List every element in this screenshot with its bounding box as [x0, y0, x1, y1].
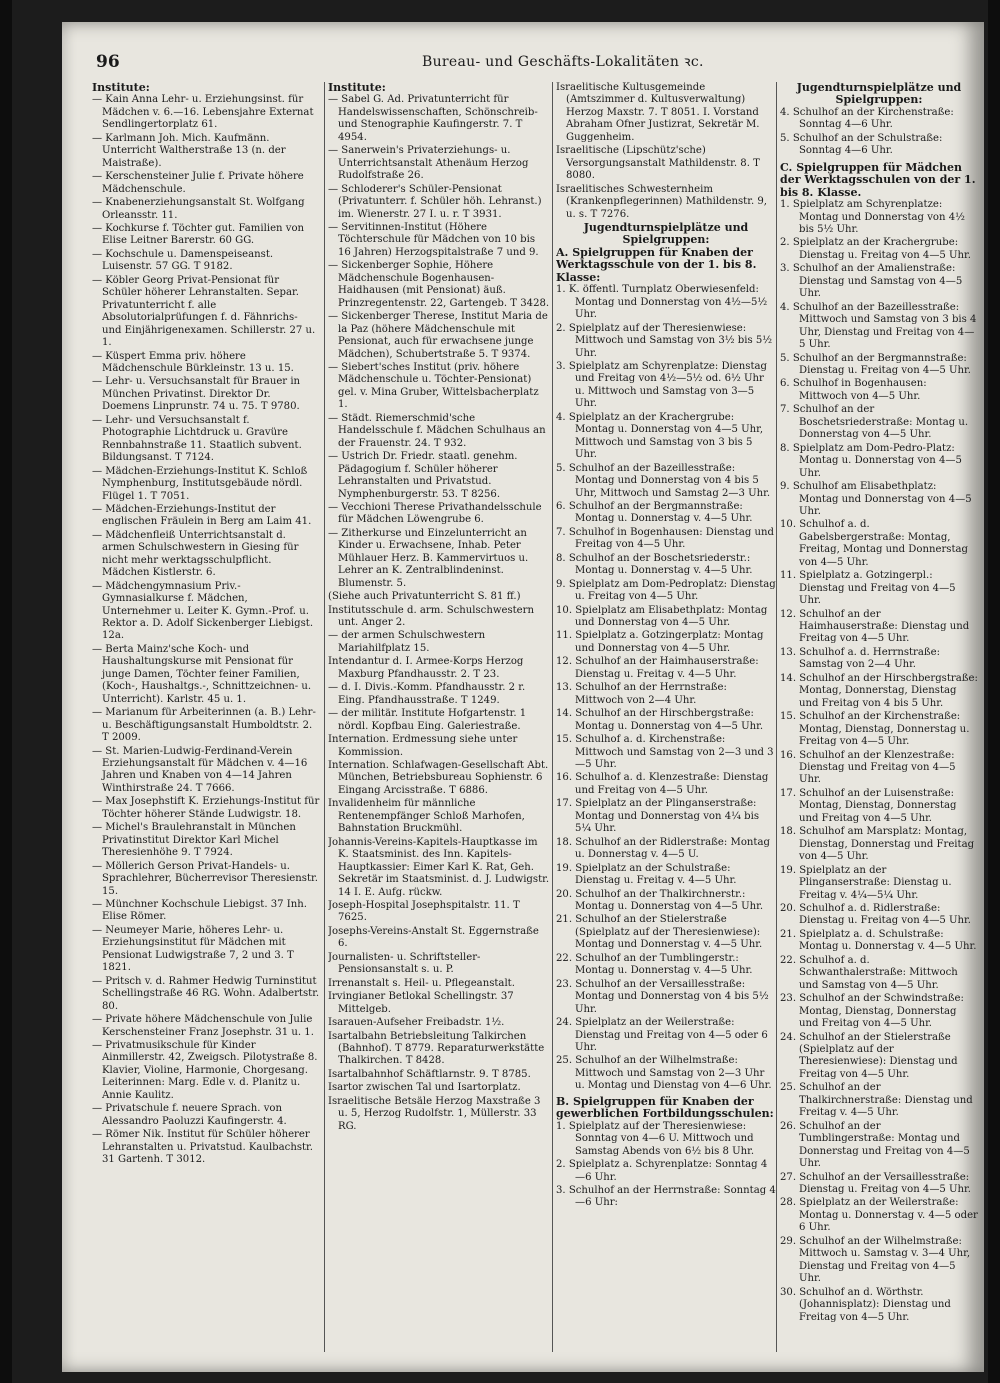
list-item: 19. Spielplatz an der Plinganserstraße: Dienstag u. Freitag v. 4¼—5¼ Uhr. — [780, 864, 952, 901]
directory-entry: Invalidenheim für männliche Rentenempfänger Schloß Marhofen, Bahnstation Bruckmühl. — [328, 798, 525, 835]
directory-entry: — Private höhere Mädchenschule von Julie Kerschensteiner Franz Josephstr. 31 u. 1. — [92, 1014, 314, 1038]
directory-entry: — Zitherkurse und Einzelunterricht an Kinder u. Erwachsene, Inhab. Peter Mühlauer Herz. B. Kammervirtuos u. Lehrer an K. Zentralblindeninst. Blumenstr. 5. — [328, 527, 529, 589]
list-item: 1. Spielplatz am Schyrenplatze: Montag und Donnerstag von 4½ bis 5½ Uhr. — [780, 199, 965, 235]
list-item: 23. Schulhof an der Versaillesstraße: Montag und Donnerstag von 4 bis 5½ Uhr. — [556, 978, 769, 1015]
directory-entry: — der militär. Institute Hofgartenstr. 1 nördl. Kopfbau Eing. Galeriestraße. — [328, 708, 527, 732]
directory-entry: Israelitisches Schwesternheim (Krankenpflegerinnen) Mathildenstr. 9, u. s. T 7276. — [556, 183, 767, 220]
entry-list — [92, 94, 320, 1166]
list-item: 15. Schulhof an der Kirchenstraße: Montag, Dienstag, Donnerstag u. Freitag von 4—5 Uhr. — [780, 711, 970, 748]
directory-entry: Isartalbahn Betriebsleitung Talkirchen (Bahnhof). T 8779. Reparaturwerkstätte Thalkirchen. T 8428. — [328, 1030, 545, 1067]
directory-entry: Irvingianer Betlokal Schellingstr. 37 Mittelgeb. — [328, 991, 514, 1015]
left-page-edge — [0, 0, 12, 1383]
directory-entry: — Mädchenfleiß Unterrichtsanstalt d. armen Schulschwestern in Giesing für nicht mehr werktagsschulpflicht. Mädchen Kistlerstr. 6. — [92, 529, 299, 579]
list-item: 13. Schulhof an der Herrnstraße: Mittwoch von 2—4 Uhr. — [556, 682, 727, 706]
section-heading: Jugendturnspielplätze und Spielgruppen: — [796, 82, 962, 107]
list-item: 24. Spielplatz an der Weilerstraße: Dienstag und Freitag von 4—5 oder 6 Uhr. — [556, 1017, 768, 1053]
column-4 — [780, 82, 978, 1362]
column-2 — [328, 82, 550, 1362]
section-heading: Institute: — [328, 82, 386, 94]
list-item: 8. Schulhof an der Boschetsriederstr.: Montag u. Donnerstag v. 4—5 Uhr. — [556, 552, 753, 577]
directory-page — [62, 22, 984, 1372]
list-item: 18. Schulhof am Marsplatz: Montag, Dienstag, Donnerstag und Freitag von 4—5 Uhr. — [780, 826, 975, 863]
directory-entry: — Sabel G. Ad. Privatunterricht für Handelswissenschaften, Schönschreib- und Stenographie Kaufingerstr. 7. T 4954. — [328, 94, 538, 143]
list-item: 24. Schulhof an der Stielerstraße (Spielplatz auf der Theresienwiese): Dienstag und Freitag von 4—5 Uhr. — [780, 1031, 958, 1080]
directory-entry: — Kerschensteiner Julie f. Private höhere Mädchenschule. — [92, 171, 304, 195]
right-page-edge — [988, 0, 1000, 1383]
directory-entry: — Schloderer's Schüler-Pensionat (Privatunterr. f. Schüler höh. Lehranst.) im. Wienerstr. 27 I. u. r. T 3931. — [328, 183, 542, 220]
directory-entry: — Münchner Kochschule Liebigst. 37 Inh. Elise Römer. — [92, 899, 308, 923]
list-item: 4. Schulhof an der Bazeillesstraße: Mittwoch und Samstag von 3 bis 4 Uhr, Dienstag und Freitag von 4—5 Uhr. — [780, 301, 977, 351]
directory-entry: — der armen Schulschwestern Mariahilfplatz 15. — [328, 630, 486, 654]
directory-entry: Israelitische Betsäle Herzog Maxstraße 3 u. 5, Herzog Rudolfstr. 1, Müllerstr. 33 RG. — [328, 1095, 541, 1132]
directory-entry: — Möllerich Gerson Privat-Handels- u. Sprachlehrer, Bücherrevisor Theresienstr. 15. — [92, 860, 318, 897]
list-item: 25. Schulhof an der Thalkirchnerstraße: Dienstag und Freitag v. 4—5 Uhr. — [780, 1082, 973, 1119]
column-1 — [92, 82, 320, 1362]
section-heading: Institute: — [92, 82, 150, 94]
list-item: 12. Schulhof an der Haimhauserstraße: Dienstag und Freitag von 4—5 Uhr. — [780, 608, 970, 645]
directory-entry: Isarauen-Aufseher Freibadstr. 1½. — [328, 1017, 505, 1029]
directory-entry: — Sickenberger Therese, Institut Maria de la Paz (höhere Mädchenschule mit Pensionat, auch für erwachsene junge Mädchen), Schubertstraße 5. T 9374. — [328, 311, 548, 360]
list-item: 13. Schulhof a. d. Herrnstraße: Samstag von 2—4 Uhr. — [780, 646, 941, 671]
list-item: 27. Schulhof an der Versaillesstraße: Dienstag u. Freitag von 4—5 Uhr. — [780, 1171, 971, 1195]
directory-entry: Institutsschule d. arm. Schulschwestern unt. Anger 2. — [328, 604, 534, 629]
directory-entry: — Michel's Braulehranstalt in München Privatinstitut Direktor Karl Michel Theresienhöhe 9. T 7924. — [92, 822, 296, 859]
directory-entry: — Küspert Emma priv. höhere Mädchenschule Bürkleinstr. 13 u. 15. — [92, 350, 294, 374]
directory-entry: — St. Marien-Ludwig-Ferdinand-Verein Erziehungsanstalt für Mädchen v. 4—16 Jahren und Knaben von 4—14 Jahren Winthirstraße 24. T 7666. — [92, 745, 308, 794]
directory-entry: Joseph-Hospital Josephspitalstr. 11. T 7625. — [328, 900, 520, 924]
directory-entry: Journalisten- u. Schriftsteller-Pensionsanstalt s. u. P. — [328, 951, 481, 976]
list-item: 29. Schulhof an der Wilhelmstraße: Mittwoch u. Samstag v. 3—4 Uhr, Dienstag und Freitag von 4—5 Uhr. — [780, 1235, 971, 1285]
directory-entry: Intendantur d. I. Armee-Korps Herzog Maxburg Pfandhausstr. 2. T 23. — [328, 656, 524, 680]
entry-list — [556, 82, 776, 221]
list-item: 10. Schulhof a. d. Gabelsbergerstraße: Montag, Freitag, Montag und Donnerstag von 4—5 Uhr. — [780, 519, 968, 568]
list-item: 2. Spielplatz auf der Theresienwiese: Mittwoch und Samstag von 3½ bis 5½ Uhr. — [556, 322, 773, 359]
directory-entry: — Pritsch v. d. Rahmer Hedwig Turninstitut Schellingstraße 46 RG. Wohn. Adalbertstr. 80. — [92, 975, 320, 1012]
directory-entry: — Kain Anna Lehr- u. Erziehungsinst. für Mädchen v. 6.—16. Lebensjahre Externat Sendlingertorplatz 61. — [92, 94, 314, 131]
list-item: 8. Spielplatz am Dom-Pedro-Platz: Montag u. Donnerstag von 4—5 Uhr. — [780, 442, 962, 479]
list-item: 16. Schulhof a. d. Klenzestraße: Dienstag und Freitag von 4—5 Uhr. — [556, 772, 769, 796]
list-item: 28. Spielplatz an der Weilerstraße: Montag u. Donnerstag v. 4—5 oder 6 Uhr. — [780, 1197, 978, 1234]
directory-entry: — Mädchengymnasium Priv.-Gymnasialkurse f. Mädchen, Unternehmer u. Leiter K. Gymn.-Prof. u. Rektor a. D. Adolf Sickenberger Liebigst. 12a. — [92, 580, 314, 642]
list-item: 1. Spielplatz auf der Theresienwiese: Sonntag von 4—6 U. Mittwoch und Samstag Abends von 6½ bis 8 Uhr. — [556, 1120, 755, 1157]
section-heading: Jugendturnspielplätze und Spielgruppen: — [583, 220, 749, 247]
column-rule — [324, 82, 325, 1352]
list-item: 5. Schulhof an der Schulstraße: Sonntag 4—6 Uhr. — [780, 132, 943, 157]
list-item: 21. Schulhof an der Stielerstraße (Spielplatz auf der Theresienwiese): Montag und Donnerstag v. 4—5 Uhr. — [556, 914, 763, 951]
list-item: 23. Schulhof an der Schwindstraße: Montag, Dienstag, Donnerstag und Freitag von 4—5 Uhr. — [780, 993, 964, 1030]
directory-entry: — Privatmusikschule für Kinder Ainmillerstr. 42, Zweigsch. Pilotystraße 8. Klavier, Violine, Harmonie, Chorgesang. Leiterinnen: Marg. Edle v. d. Planitz u. Annie Kaulitz. — [92, 1039, 318, 1101]
list-item: 4. Schulhof an der Kirchenstraße: Sonntag 4—6 Uhr. — [780, 106, 954, 131]
directory-entry: — Mädchen-Erziehungs-Institut K. Schloß Nymphenburg, Institutsgebäude nördl. Flügel 1. T 7051. — [92, 465, 308, 502]
directory-entry: — Mädchen-Erziehungs-Institut der englischen Fräulein in Berg am Laim 41. — [92, 503, 312, 528]
directory-entry: — Knabenerziehungsanstalt St. Wolfgang Orleansstr. 11. — [92, 197, 305, 221]
list-item: 2. Spielplatz an der Krachergrube: Dienstag u. Freitag von 4—5 Uhr. — [780, 237, 971, 261]
directory-entry: — Siebert'sches Institut (priv. höhere Mädchenschule u. Töchter-Pensionat) gel. v. Mina Gruber, Wittelsbacherplatz 1. — [328, 361, 539, 411]
item-list — [780, 199, 978, 1324]
list-item: 12. Schulhof an der Haimhauserstraße: Dienstag u. Freitag v. 4—5 Uhr. — [556, 656, 759, 680]
list-item: 9. Schulhof am Elisabethplatz: Montag und Donnerstag von 4—5 Uhr. — [780, 481, 972, 517]
list-item: 7. Schulhof in Bogenhausen: Dienstag und Freitag von 4—5 Uhr. — [556, 526, 774, 551]
list-item: 22. Schulhof an der Tumblingerstr.: Montag u. Donnerstag v. 4—5 Uhr. — [556, 952, 753, 977]
directory-entry: Isartor zwischen Tal und Isartorplatz. — [328, 1082, 521, 1094]
list-item: 20. Schulhof a. d. Ridlerstraße: Dienstag u. Freitag von 4—5 Uhr. — [780, 903, 971, 927]
directory-entry: Josephs-Vereins-Anstalt St. Eggernstraße 6. — [328, 925, 539, 950]
group-heading: C. Spielgruppen für Mädchen der Werktagsschulen von der 1. bis 8. Klasse. — [780, 160, 976, 199]
list-item: 14. Schulhof an der Hirschbergstraße: Montag u. Donnerstag von 4—5 Uhr. — [556, 708, 764, 732]
running-header: Bureau- und Geschäfts-Lokalitäten ꝛc. — [422, 54, 704, 70]
directory-entry: — Lehr- u. Versuchsanstalt für Brauer in München Privatinst. Direktor Dr. Doemens Linprunstr. 74 u. 75. T 9780. — [92, 376, 301, 413]
list-item: 3. Spielplatz am Schyrenplatze: Dienstag und Freitag von 4½—5½ od. 6½ Uhr u. Mittwoch und Samstag von 3—5 Uhr. — [556, 360, 767, 410]
list-item: 11. Spielplatz a. Gotzingerpl.: Dienstag und Freitag von 4—5 Uhr. — [780, 570, 956, 607]
directory-entry: Isartalbahnhof Schäftlarnstr. 9. T 8785. — [328, 1068, 531, 1080]
directory-entry: Irrenanstalt s. Heil- u. Pflegeanstalt. — [328, 977, 515, 989]
list-item: 17. Schulhof an der Luisenstraße: Montag, Dienstag, Donnerstag und Freitag von 4—5 Uhr. — [780, 787, 957, 824]
directory-entry: Johannis-Vereins-Kapitels-Hauptkasse im K. Staatsminist. des Inn. Kapitels-Hauptkassier: Eimer Karl K. Rat, Geh. Sekretär im Staatsminist. d. J. Ludwigstr. 14 I. E. Aufg. rückw. — [328, 836, 550, 898]
list-item: 18. Schulhof an der Ridlerstraße: Montag u. Donnerstag v. 4—5 U. — [556, 836, 770, 861]
list-item: 7. Schulhof an der Boschetsriederstraße: Montag u. Donnerstag von 4—5 Uhr. — [780, 404, 969, 441]
directory-entry: — Vecchioni Therese Privathandelsschule für Mädchen Löwengrube 6. — [328, 501, 542, 526]
list-item: 30. Schulhof an d. Wörthstr. (Johannisplatz): Dienstag und Freitag von 4—5 Uhr. — [780, 1286, 951, 1323]
column-rule — [552, 82, 553, 1352]
list-item: 22. Schulhof a. d. Schwanthalerstraße: Mittwoch und Samstag von 4—5 Uhr. — [780, 954, 958, 991]
item-list — [556, 284, 776, 1093]
column-3 — [556, 82, 776, 1362]
directory-entry: — Neumeyer Marie, höheres Lehr- u. Erziehungsinstitut für Mädchen mit Pensionat Ludwigstraße 7, 2 und 3. T 1821. — [92, 924, 294, 974]
directory-entry: Israelitische Kultusgemeinde (Amtszimmer d. Kultusverwaltung) Herzog Maxstr. 7. T 8051. I. Vorstand Abraham Ofner Justizrat, Sekretär M. Guggenheim. — [556, 82, 760, 143]
column-rule — [776, 82, 777, 1352]
entry-list — [328, 94, 550, 1133]
item-list — [780, 107, 978, 158]
list-item: 10. Spielplatz am Elisabethplatz: Montag und Donnerstag von 4—5 Uhr. — [556, 604, 768, 629]
list-item: 5. Schulhof an der Bergmannstraße: Dienstag u. Freitag von 4—5 Uhr. — [780, 352, 971, 376]
directory-entry: — Privatschule f. neuere Sprach. von Alessandro Paoluzzi Kaufingerstr. 4. — [92, 1103, 287, 1127]
directory-entry: Internation. Schlafwagen-Gesellschaft Abt. München, Betriebsbureau Sophienstr. 6 Eingang Arcisstraße. T 6886. — [328, 760, 549, 796]
list-item: 1. K. öffentl. Turnplatz Oberwiesenfeld: Montag und Donnerstag von 4½—5½ Uhr. — [556, 284, 768, 321]
directory-entry: Israelitische (Lipschütz'sche) Versorgungsanstalt Mathildenstr. 8. T 8080. — [556, 145, 760, 182]
directory-entry: — Sanerwein's Privaterziehungs- u. Unterrichtsanstalt Athenäum Herzog Rudolfstraße 26. — [328, 145, 529, 182]
list-item: 21. Spielplatz a. d. Schulstraße: Montag u. Donnerstag v. 4—5 Uhr. — [780, 928, 977, 953]
list-item: 19. Spielplatz an der Schulstraße: Dienstag u. Freitag v. 4—5 Uhr. — [556, 862, 737, 887]
list-item: 26. Schulhof an der Tumblingerstraße: Montag und Donnerstag und Freitag von 4—5 Uhr. — [780, 1120, 970, 1170]
directory-entry: — Berta Mainz'sche Koch- und Haushaltungskurse mit Pensionat für junge Damen, Töchter feiner Familien, (Koch-, Haushaltgs.-, Schnittzeichnen- u. Unterricht). Karlstr. 45 u. 1. — [92, 643, 312, 705]
list-item: 14. Schulhof an der Hirschbergstraße: Montag, Donnerstag, Dienstag und Freitag von 4 bis 5 Uhr. — [780, 672, 978, 709]
directory-entry: — Sickenberger Sophie, Höhere Mädchenschule Bogenhausen-Haidhausen (mit Pensionat) äuß. Prinzregentenstr. 22, Gartengeb. T 3428. — [328, 260, 550, 309]
directory-entry: — Marianum für Arbeiterinnen (a. B.) Lehr- u. Beschäftigungsanstalt Humboldtstr. 2. T 2009. — [92, 707, 316, 744]
directory-entry: — Ustrich Dr. Friedr. staatl. genehm. Pädagogium f. Schüler höherer Lehranstalten und Privatstud. Nymphenburgerstr. 53. T 8256. — [328, 451, 518, 500]
group-heading: A. Spielgruppen für Knaben der Werktagsschule von der 1. bis 8. Klasse: — [556, 245, 757, 284]
directory-entry: — Städt. Riemerschmid'sche Handelsschule f. Mädchen Schulhaus an der Frauenstr. 24. T 932. — [328, 412, 546, 449]
group-heading: B. Spielgruppen für Knaben der gewerblichen Fortbildungsschulen: — [556, 1094, 774, 1121]
directory-entry: — d. I. Divis.-Komm. Pfandhausstr. 2 r. Eing. Pfandhausstraße. T 1249. — [328, 682, 526, 706]
list-item: 25. Schulhof an der Wilhelmstraße: Mittwoch und Samstag von 2—3 Uhr u. Montag und Dienstag von 4—6 Uhr. — [556, 1055, 772, 1092]
list-item: 3. Schulhof an der Herrnstraße: Sonntag 4—6 Uhr: — [556, 1184, 776, 1209]
list-item: 16. Schulhof an der Klenzestraße: Dienstag und Freitag von 4—5 Uhr. — [780, 749, 956, 786]
list-item: 17. Spielplatz an der Plinganserstraße: Montag und Donnerstag von 4¼ bis 5¼ Uhr. — [556, 798, 759, 835]
list-item: 3. Schulhof an der Amalienstraße: Dienstag und Samstag von 4—5 Uhr. — [780, 263, 963, 300]
directory-entry: — Köbler Georg Privat-Pensionat für Schüler höherer Lehranstalten. Separ. Privatunterricht f. alle Absolutorialprüfungen f. d. Fähnrichs- und Einjährigenexamen. Schillerstr. 27 u. 1. — [92, 274, 316, 349]
directory-entry: — Römer Nik. Institut für Schüler höherer Lehranstalten u. Privatstud. Kaulbachstr. 31 Gartenh. T 3012. — [92, 1129, 313, 1166]
list-item: 4. Spielplatz an der Krachergrube: Montag u. Donnerstag von 4—5 Uhr, Mittwoch und Samstag von 3 bis 5 Uhr. — [556, 411, 764, 461]
directory-entry: (Siehe auch Privatunterricht S. 81 ff.) — [328, 591, 521, 603]
directory-entry: Internation. Erdmessung siehe unter Kommission. — [328, 734, 518, 758]
directory-entry: — Max Josephstift K. Erziehungs-Institut für Töchter höherer Stände Ludwigstr. 18. — [92, 796, 320, 820]
list-item: 11. Spielplatz a. Gotzingerplatz: Montag und Donnerstag von 4—5 Uhr. — [556, 630, 764, 654]
page-number: 96 — [96, 52, 120, 72]
list-item: 5. Schulhof an der Bazeillesstraße: Montag und Donnerstag von 4 bis 5 Uhr, Mittwoch und Samstag 2—3 Uhr. — [556, 462, 771, 499]
directory-entry: — Lehr- und Versuchsanstalt f. Photographie Lichtdruck u. Gravüre Rennbahnstraße 11. Staatlich subvent. Bildungsanst. T 7124. — [92, 414, 302, 464]
list-item: 6. Schulhof in Bogenhausen: Mittwoch von 4—5 Uhr. — [780, 378, 927, 402]
list-item: 15. Schulhof a. d. Kirchenstraße: Mittwoch und Samstag von 2—3 und 3—5 Uhr. — [556, 734, 774, 771]
list-item: 6. Schulhof an der Bergmannstraße: Montag u. Donnerstag v. 4—5 Uhr. — [556, 500, 753, 525]
list-item: 2. Spielplatz a. Schyrenplatze: Sonntag 4—6 Uhr. — [556, 1159, 768, 1183]
directory-entry: — Servitinnen-Institut (Höhere Töchterschule für Mädchen von 10 bis 16 Jahren) Herzogspitalstraße 7 und 9. — [328, 221, 539, 258]
item-list — [556, 1121, 776, 1210]
list-item: 9. Spielplatz am Dom-Pedroplatz: Dienstag u. Freitag von 4—5 Uhr. — [556, 578, 776, 603]
directory-entry: — Kochkurse f. Töchter gut. Familien von Elise Leitner Barerstr. 60 GG. — [92, 222, 305, 247]
list-item: 20. Schulhof an der Thalkirchnerstr.: Montag u. Donnerstag von 4—5 Uhr. — [556, 888, 764, 912]
directory-entry: — Karlmann Joh. Mich. Kaufmänn. Unterricht Waltherstraße 13 (n. der Maistraße). — [92, 132, 286, 169]
directory-entry: — Kochschule u. Damenspeiseanst. Luisenstr. 57 GG. T 9182. — [92, 248, 274, 273]
